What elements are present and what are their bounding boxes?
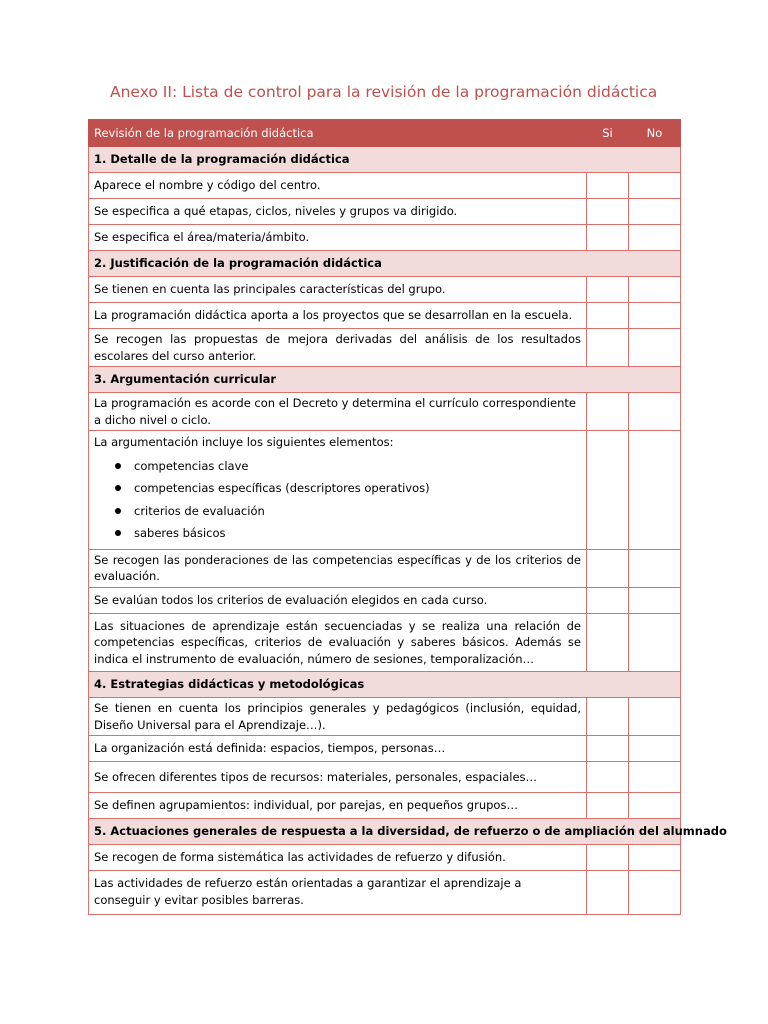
list-item: saberes básicos xyxy=(134,522,581,545)
elements-list xyxy=(94,455,581,545)
no-checkbox-cell[interactable] xyxy=(629,698,681,736)
si-checkbox-cell[interactable] xyxy=(587,431,629,550)
list-item: criterios de evaluación xyxy=(134,500,581,523)
no-checkbox-cell[interactable] xyxy=(629,871,681,915)
table-row xyxy=(89,793,681,819)
no-checkbox-cell[interactable] xyxy=(629,225,681,251)
section-row xyxy=(89,672,681,698)
si-checkbox-cell[interactable] xyxy=(587,736,629,762)
table-header-row xyxy=(89,120,681,147)
item-text: Se definen agrupamientos: individual, por parejas, en pequeños grupos… xyxy=(89,793,587,819)
section-heading: 3. Argumentación curricular xyxy=(89,367,681,393)
table-row xyxy=(89,199,681,225)
table-row xyxy=(89,613,681,672)
si-checkbox-cell[interactable] xyxy=(587,793,629,819)
list-item: competencias clave xyxy=(134,455,581,478)
table-row xyxy=(89,393,681,431)
si-checkbox-cell[interactable] xyxy=(587,277,629,303)
item-text: La argumentación incluye los siguientes elementos: xyxy=(94,435,394,449)
section-row xyxy=(89,367,681,393)
item-text: Aparece el nombre y código del centro. xyxy=(89,173,587,199)
section-row xyxy=(89,147,681,173)
si-checkbox-cell[interactable] xyxy=(587,613,629,672)
item-text: Se ofrecen diferentes tipos de recursos: materiales, personales, espaciales… xyxy=(89,762,587,793)
si-checkbox-cell[interactable] xyxy=(587,393,629,431)
item-text: La programación didáctica aporta a los proyectos que se desarrollan en la escuela. xyxy=(89,303,587,329)
table-row xyxy=(89,225,681,251)
table-row xyxy=(89,871,681,915)
table-row xyxy=(89,549,681,587)
list-item: competencias específicas (descriptores operativos) xyxy=(134,477,581,500)
table-row xyxy=(89,698,681,736)
header-si: Si xyxy=(587,120,629,147)
no-checkbox-cell[interactable] xyxy=(629,303,681,329)
item-text: Se recogen de forma sistemática las actividades de refuerzo y difusión. xyxy=(89,845,587,871)
si-checkbox-cell[interactable] xyxy=(587,871,629,915)
table-row xyxy=(89,431,681,550)
table-row xyxy=(89,845,681,871)
table-row xyxy=(89,329,681,367)
no-checkbox-cell[interactable] xyxy=(629,549,681,587)
si-checkbox-cell[interactable] xyxy=(587,173,629,199)
table-row xyxy=(89,762,681,793)
si-checkbox-cell[interactable] xyxy=(587,549,629,587)
checklist-table xyxy=(88,119,727,915)
item-text: Se especifica a qué etapas, ciclos, niveles y grupos va dirigido. xyxy=(89,199,587,225)
si-checkbox-cell[interactable] xyxy=(587,303,629,329)
si-checkbox-cell[interactable] xyxy=(587,587,629,613)
no-checkbox-cell[interactable] xyxy=(629,173,681,199)
item-text: Las situaciones de aprendizaje están secuenciadas y se realiza una relación de competencias específicas, criterios de evaluación y saberes básicos. Además se indica el instrumento de evaluación, número de sesiones, temporalización… xyxy=(89,613,587,672)
section-heading: 1. Detalle de la programación didáctica xyxy=(89,147,681,173)
si-checkbox-cell[interactable] xyxy=(587,698,629,736)
si-checkbox-cell[interactable] xyxy=(587,762,629,793)
table-row xyxy=(89,587,681,613)
section-heading: 5. Actuaciones generales de respuesta a la diversidad, de refuerzo o de ampliación del alumnado xyxy=(89,819,681,845)
item-text: Se tienen en cuenta las principales características del grupo. xyxy=(89,277,587,303)
si-checkbox-cell[interactable] xyxy=(587,329,629,367)
item-text: Se recogen las ponderaciones de las competencias específicas y de los criterios de evaluación. xyxy=(89,549,587,587)
section-heading: 4. Estrategias didácticas y metodológicas xyxy=(89,672,681,698)
no-checkbox-cell[interactable] xyxy=(629,329,681,367)
item-text: Se especifica el área/materia/ámbito. xyxy=(89,225,587,251)
no-checkbox-cell[interactable] xyxy=(629,393,681,431)
no-checkbox-cell[interactable] xyxy=(629,793,681,819)
table-row xyxy=(89,277,681,303)
no-checkbox-cell[interactable] xyxy=(629,199,681,225)
section-row xyxy=(89,819,681,845)
item-text: La programación es acorde con el Decreto y determina el currículo correspondiente a dicho nivel o ciclo. xyxy=(89,393,587,431)
si-checkbox-cell[interactable] xyxy=(587,845,629,871)
item-text: Se evalúan todos los criterios de evaluación elegidos en cada curso. xyxy=(89,587,587,613)
no-checkbox-cell[interactable] xyxy=(629,613,681,672)
item-text-with-list xyxy=(89,431,587,550)
no-checkbox-cell[interactable] xyxy=(629,277,681,303)
no-checkbox-cell[interactable] xyxy=(629,762,681,793)
item-text: Las actividades de refuerzo están orientadas a garantizar el aprendizaje a conseguir y evitar posibles barreras. xyxy=(89,871,587,915)
table-row xyxy=(89,173,681,199)
si-checkbox-cell[interactable] xyxy=(587,225,629,251)
table-row xyxy=(89,736,681,762)
table-row xyxy=(89,303,681,329)
no-checkbox-cell[interactable] xyxy=(629,431,681,550)
no-checkbox-cell[interactable] xyxy=(629,845,681,871)
header-no: No xyxy=(629,120,681,147)
no-checkbox-cell[interactable] xyxy=(629,587,681,613)
item-text: La organización está definida: espacios, tiempos, personas… xyxy=(89,736,587,762)
document-title: Anexo II: Lista de control para la revisión de la programación didáctica xyxy=(110,83,658,101)
no-checkbox-cell[interactable] xyxy=(629,736,681,762)
section-row xyxy=(89,251,681,277)
item-text: Se tienen en cuenta los principios generales y pedagógicos (inclusión, equidad, Diseño Universal para el Aprendizaje…). xyxy=(89,698,587,736)
si-checkbox-cell[interactable] xyxy=(587,199,629,225)
header-item: Revisión de la programación didáctica xyxy=(89,120,587,147)
section-heading: 2. Justificación de la programación didáctica xyxy=(89,251,681,277)
item-text: Se recogen las propuestas de mejora derivadas del análisis de los resultados escolares del curso anterior. xyxy=(89,329,587,367)
